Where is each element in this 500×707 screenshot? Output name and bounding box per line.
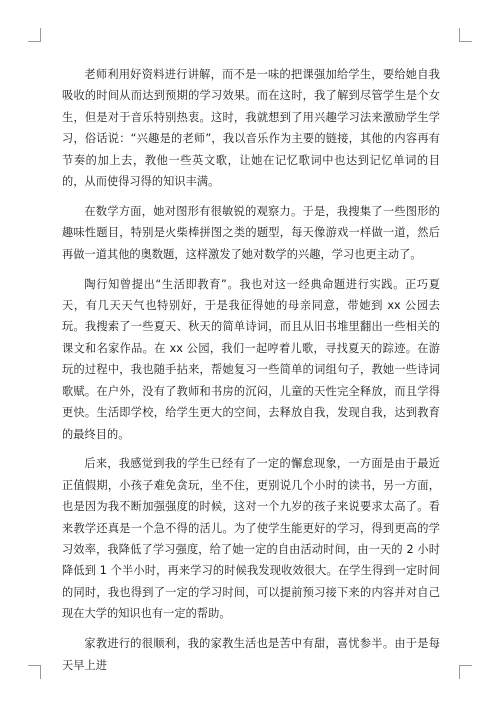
document-body	[62, 64, 440, 684]
crop-mark-top-left-horizontal	[28, 41, 41, 42]
crop-mark-bottom-right-vertical	[459, 665, 460, 679]
crop-mark-bottom-left-horizontal	[28, 665, 41, 666]
paragraph-study-intensity: 后来，我感觉到我的学生已经有了一定的懈怠现象，一方面是由于最近正值假期，小孩子难免贪玩，坐不住，更别说几个小时的读书，另一方面，也是因为我不断加强强度的时候，这对一个九岁的孩子来说要求太高了。看来教学还真是一个急不得的活儿。为了使学生能更好的学习，得到更高的学习效率，我降低了学习强度，给了她一定的自由活动时间，由一天的 2 小时降低到 1 个半小时，再来学习的时候我发现收效很大。在学生得到一定时间的同时，我也得到了一定的学习时间，可以提前预习接下来的内容并对自己现在大学的知识也有一定的帮助。	[62, 457, 440, 621]
crop-mark-top-right-vertical	[459, 28, 460, 42]
crop-mark-top-left-vertical	[40, 28, 41, 42]
crop-mark-bottom-left-vertical	[40, 665, 41, 679]
paragraph-life-education: 陶行知曾提出“生活即教育”。我也对这一经典命题进行实践。正巧夏天，有几天天气也特别好，于是我征得她的母亲同意，带她到 xx 公园去玩。我搜索了一些夏天、秋天的简单诗词，而且从旧书堆里翻出一些相关的课文和名家作品。在 xx 公园，我们一起哼着儿歌，寻找夏天的踪迹。在游玩的过程中，我也随手拈来，帮她复习一些简单的词组句子，教她一些诗词歌赋。在户外，没有了教师和书房的沉闷，儿童的天性完全释放，而且学得更快。生活即学校，给学生更大的空间，去释放自我，发现自我，达到教育的最终目的。	[62, 277, 440, 441]
crop-mark-top-right-horizontal	[459, 41, 472, 42]
paragraph-math-interest: 在数学方面，她对图形有很敏锐的观察力。于是，我搜集了一些图形的趣味性题目，特别是火柴棒拼图之类的题型，每天像游戏一样做一道，然后再做一道其他的奥数题，这样激发了她对数学的兴趣，学习也更主动了。	[62, 204, 440, 261]
paragraph-music-interest: 老师利用好资料进行讲解，而不是一味的把课强加给学生，要给她自我吸收的时间从而达到预期的学习效果。而在这时，我了解到尽管学生是个女生，但是对于音乐特别热衷。这时，我就想到了用兴趣学习法来激励学生学习，俗话说：“兴趣是的老师”，我以音乐作为主要的链接，其他的内容再有节奏的加上去，教他一些英文歌，让她在记忆歌词中也达到记忆单词的目的，从而使得习得的知识丰满。	[62, 68, 440, 189]
paragraph-tutoring-summary: 家教进行的很顺利，我的家教生活也是苦中有甜，喜忧参半。由于是每天早上进	[62, 637, 440, 672]
crop-mark-bottom-right-horizontal	[459, 665, 472, 666]
